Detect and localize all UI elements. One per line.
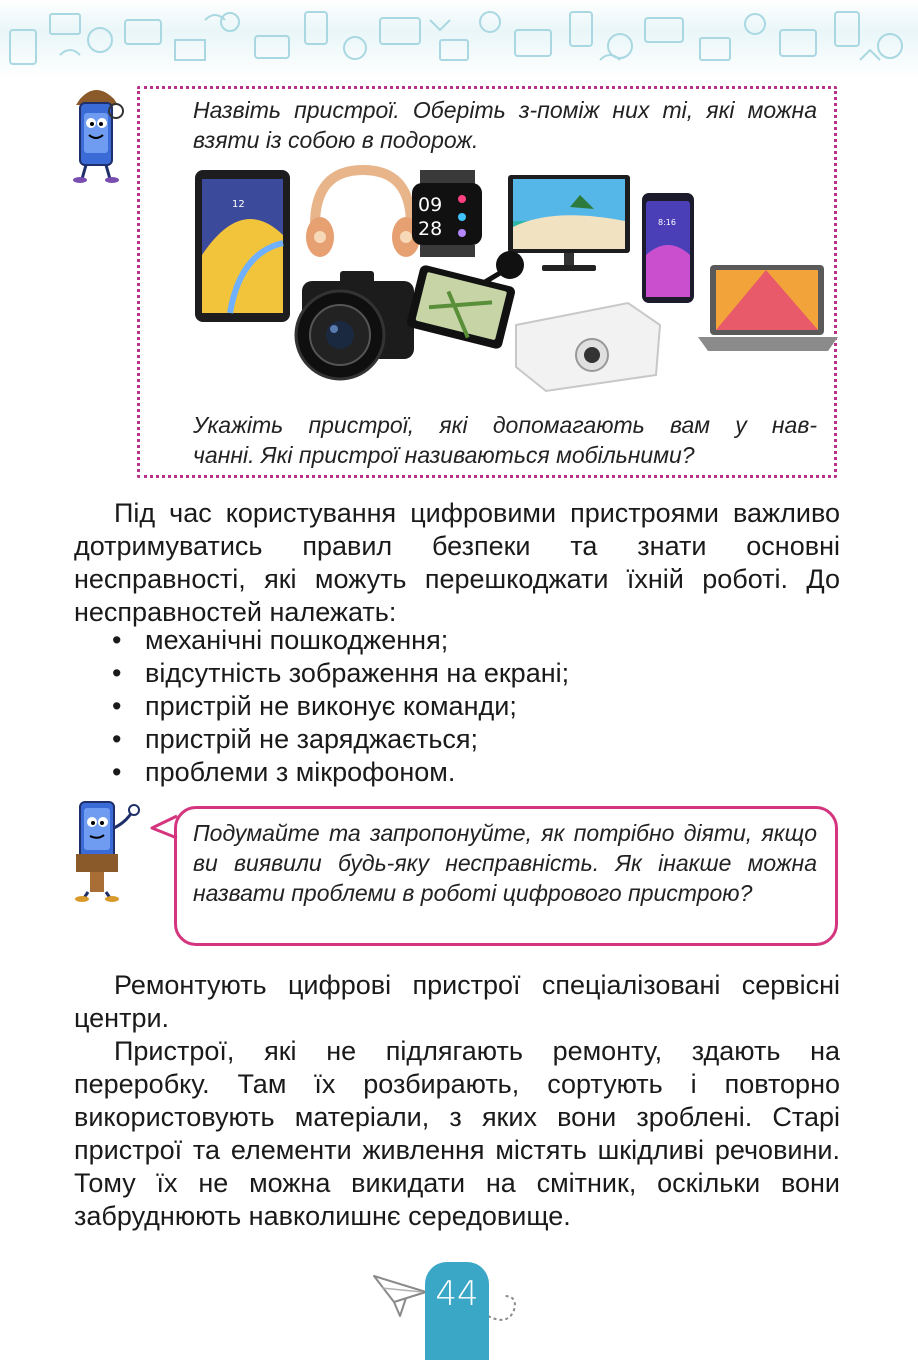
gps-navigator-icon (406, 251, 524, 350)
task-question-top: Назвіть пристрої. Оберіть з-поміж них ті, які можна взяти із собою в подорож. (193, 97, 817, 153)
paragraph-faults-intro: Під час користування цифровими пристроями важливо дотримуватись правил безпеки та знати основні несправності, які можуть перешкоджати їхній роботі. До несправностей належать: (74, 498, 840, 627)
laptop-icon (698, 265, 838, 351)
tablet-icon (195, 170, 290, 322)
smartphone-icon (642, 193, 694, 303)
list-item: • пристрій не заряджається; (112, 723, 812, 756)
header-pattern-band (0, 0, 918, 78)
projector-icon (516, 303, 660, 391)
monitor-icon (508, 175, 630, 271)
page-number: 44 (435, 1274, 479, 1314)
camera-icon (296, 271, 414, 379)
task-question-bottom-line-1: Укажіть пристрої, які допомагають вам у нав- (193, 412, 817, 438)
list-item: • механічні пошкодження; (112, 624, 812, 657)
smartwatch-icon (412, 170, 482, 257)
device-doodles-icon (0, 0, 918, 78)
paragraph-service-centers: Ремонтують цифрові пристрої спеціалізовані сервісні центри. (74, 970, 840, 1033)
detective-phone-mascot (66, 83, 126, 188)
speech-bubble-text: Подумайте та запропонуйте, як потрібно діяти, якщо ви виявили будь-яку несправність. Як інакше можна назвати проблеми в роботі цифрового пристрою? (193, 820, 817, 906)
watch-hours: 09 (418, 194, 443, 216)
dashed-trail-icon (486, 1288, 526, 1328)
headphones-icon (306, 170, 420, 257)
task-question-bottom-line-2: чанні. Які пристрої називаються мобільними? (193, 442, 695, 468)
list-item: • пристрій не виконує команди; (112, 690, 812, 723)
detective-mascot-icon (66, 83, 126, 183)
devices-collage (190, 165, 840, 393)
phone-time: 8:16 (658, 218, 676, 227)
tablet-time: 12 (232, 199, 245, 210)
list-item: • проблеми з мікрофоном. (112, 756, 812, 789)
thinking-mascot-icon (66, 798, 146, 902)
paragraph-recycling: Пристрої, які не підлягають ремонту, здають на переробку. Там їх розбирають, сортують і повторно використовують матеріали, з яких вони зроблені. Старі пристрої та елементи живлення містять шкідливі речовини. Тому їх не можна викидати на смітник, оскільки вони забруднюють навколишнє середовище. (74, 1036, 840, 1231)
faults-list (112, 624, 812, 789)
task-question-bottom (193, 410, 817, 470)
list-item: • відсутність зображення на екрані; (112, 657, 812, 690)
paper-plane-icon (372, 1272, 428, 1318)
thinking-phone-mascot (66, 798, 146, 907)
watch-minutes: 28 (418, 218, 443, 240)
